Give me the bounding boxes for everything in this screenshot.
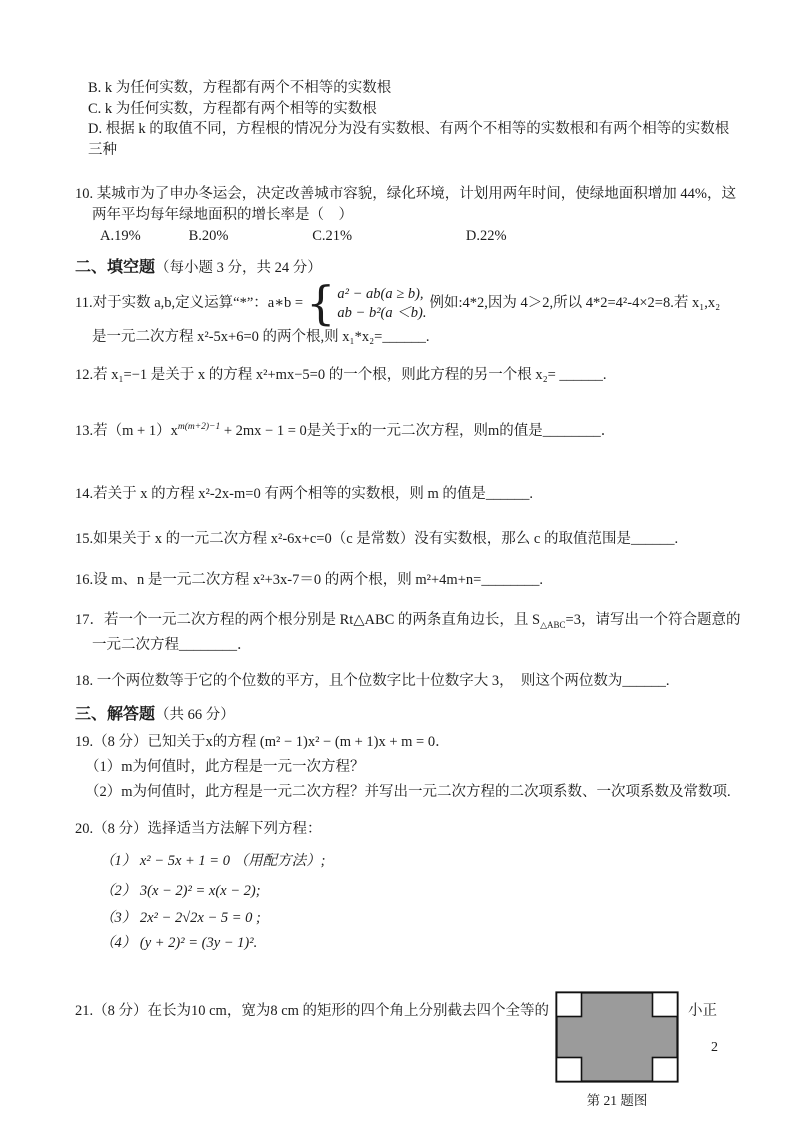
question-21-wrap-text: 小正: [688, 1003, 717, 1019]
q9-option-b: B. k 为任何实数，方程都有两个不相等的实数根: [88, 80, 392, 96]
q17-suffix: =3，请写出一个符合题意的: [565, 612, 741, 628]
q9-option-d-wrap: 三种: [88, 142, 117, 158]
question-20-part1: （1） x² − 5x + 1 = 0 （用配方法）;: [100, 853, 326, 869]
q10-option-d: D.22%: [465, 228, 507, 244]
section-2-subtitle: （每小题 3 分，共 24 分）: [155, 260, 322, 276]
question-11-line2: 是一元二次方程 x²-5x+6=0 的两个根,则 x₁*x₂=______.: [92, 329, 430, 345]
question-20-part2: （2） 3(x − 2)² = x(x − 2);: [100, 883, 261, 899]
question-19-part2: （2）m为何值时，此方程是一元二次方程？并写出一元二次方程的二次项系数、一次项系数及常数项.: [85, 784, 731, 800]
question-20-line1: 20.（8 分）选择适当方法解下列方程：: [75, 821, 322, 837]
question-17-line2: 一元二次方程________．: [92, 637, 252, 653]
question-19-line1: 19.（8 分）已知关于x的方程 (m² − 1)x² − (m + 1)x + m = 0．: [75, 734, 450, 750]
q11-case1: a² − ab(a ≥ b),: [337, 285, 424, 302]
q10-option-b: B.20%: [188, 228, 229, 244]
question-11-line1: [75, 276, 721, 330]
q11-case2: ab − b²(a ＜b).: [337, 304, 427, 321]
section-3-subtitle: （共 66 分）: [155, 707, 235, 723]
question-21-line1: 21.（8 分）在长为10 cm，宽为8 cm 的矩形的四个角上分别截去四个全等的: [75, 1003, 550, 1019]
question-10-line2: 两年平均每年绿地面积的增长率是（ ）: [92, 207, 353, 223]
question-10-options: [100, 226, 507, 246]
cutout-top-left: [557, 993, 582, 1017]
q11-piecewise: [306, 276, 427, 330]
cutout-bottom-right: [653, 1058, 678, 1082]
question-15: 15.如果关于 x 的一元二次方程 x²-6x+c=0（c 是常数）没有实数根，那么 c 的取值范围是______.: [75, 531, 679, 547]
question-16: 16.设 m、n 是一元二次方程 x²+3x-7＝0 的两个根，则 m²+4m+n=________.: [75, 572, 543, 588]
question-17-line1: [75, 610, 740, 635]
q11-prefix: 11.对于实数 a,b,定义运算“*”：a∗b =: [75, 295, 304, 312]
brace-glyph: {: [306, 276, 336, 330]
section-3-header: [75, 705, 235, 725]
q13-prefix: 13.若（m + 1）x: [75, 422, 178, 439]
question-18: 18. 一个两位数等于它的个位数的平方，且个位数字比十位数字大 3， 则这个两位数为______.: [75, 673, 670, 689]
q17-prefix: 17．若一个一元二次方程的两个根分别是 Rt△ABC 的两条直角边长，且 S: [75, 612, 541, 628]
q17-subscript: △ABC: [540, 619, 566, 630]
question-20-part3: （3） 2x² − 2√2x − 5 = 0 ;: [100, 910, 261, 926]
question-19-part1: （1）m为何值时，此方程是一元一次方程？: [85, 759, 365, 775]
question-12: 12.若 x₁=−1 是关于 x 的方程 x²+mx−5=0 的一个根，则此方程的另一个根 x₂= ______.: [75, 367, 607, 383]
section-2-header: [75, 258, 322, 278]
q9-option-d: D. 根据 k 的取值不同，方程根的情况分为没有实数根、有两个不相等的实数根和有两个相等的实数根: [88, 121, 730, 137]
q11-suffix: 例如:4*2,因为 4＞2,所以 4*2=4²-4×2=8.若 x₁,x₂: [429, 295, 721, 312]
question-13: [75, 417, 615, 441]
cutout-top-right: [653, 993, 678, 1017]
q9-option-c: C. k 为任何实数，方程都有两个相等的实数根: [88, 101, 377, 117]
figure-21-caption: 第 21 题图: [586, 1093, 648, 1108]
page-number: 2: [711, 1040, 718, 1055]
figure-21-rectangle-with-corner-cutouts: [555, 991, 679, 1083]
section-2-title: 二、填空题: [75, 259, 156, 276]
q10-option-a: A.19%: [100, 228, 141, 244]
question-10-line1: 10. 某城市为了申办冬运会，决定改善城市容貌，绿化环境，计划用两年时间，使绿地面积增加 44%，这: [75, 186, 736, 202]
section-3-title: 三、解答题: [75, 706, 156, 723]
q13-suffix: + 2mx − 1 = 0是关于x的一元二次方程，则m的值是________．: [220, 422, 616, 439]
q10-option-c: C.21%: [312, 228, 353, 244]
question-14: 14.若关于 x 的方程 x²-2x-m=0 有两个相等的实数根，则 m 的值是______.: [75, 486, 533, 502]
cutout-bottom-left: [557, 1058, 582, 1082]
q13-exponent: m(m+2)−1: [177, 422, 221, 432]
question-20-part4: （4） (y + 2)² = (3y − 1)².: [100, 935, 258, 951]
